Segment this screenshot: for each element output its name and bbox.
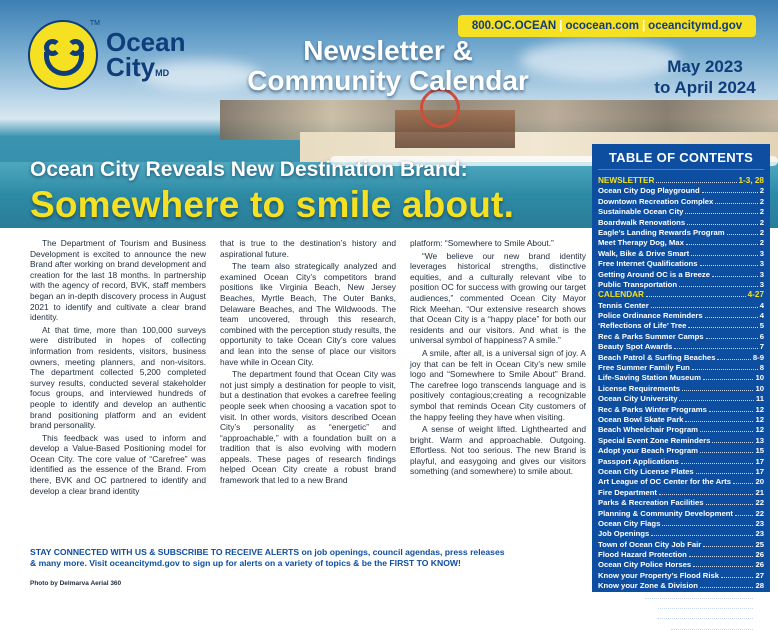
toc-item-page: 10 xyxy=(755,383,764,393)
article-paragraph: The Department of Tourism and Business Development is excited to announce the new Brand after working on brand development and creation for the last 18 months. In partnership with the agency of record, BVK, staff members began an in-depth discovery process in August 2021 to identify and cultivate a clear brand identity. xyxy=(30,238,206,323)
toc-leader-dots xyxy=(733,483,753,484)
toc-item[interactable] xyxy=(598,280,764,290)
article-column-2 xyxy=(220,238,396,544)
toc-leader-dots xyxy=(657,618,753,619)
toc-item[interactable] xyxy=(598,405,764,415)
toc-item-label: Ocean City Police Horses xyxy=(598,560,692,570)
toc-item-label: Fire Department xyxy=(598,487,657,497)
toc-item-label: Ocean City University xyxy=(598,394,678,404)
toc-item-page: 25 xyxy=(755,539,764,549)
article-paragraph: This feedback was used to inform and develop a Value-Based Positioning model for Ocean City. The core value of “Carefree” was identified as the essence of the Brand. From there, BVK and OC partnered to identify and develop a clear brand identity xyxy=(30,432,206,496)
toc-item-label: Police Ordinance Reminders xyxy=(598,311,703,321)
toc-leader-dots xyxy=(682,390,753,391)
toc-leader-dots xyxy=(651,307,758,308)
toc-item-label: Eagle’s Landing Rewards Program xyxy=(598,227,725,237)
toc-leader-dots xyxy=(703,379,754,380)
toc-item-label: Walk, Bike & Drive Smart xyxy=(598,248,690,258)
toc-title: TABLE OF CONTENTS xyxy=(598,150,764,170)
toc-item[interactable] xyxy=(598,259,764,269)
toc-leader-dots xyxy=(700,431,753,432)
photo-credit: Photo by Delmarva Aerial 360 xyxy=(30,580,122,587)
toc-item[interactable] xyxy=(598,592,764,602)
phone-number: 800.OC.OCEAN xyxy=(471,20,557,32)
gov-website-link[interactable]: oceancitymd.gov xyxy=(648,20,743,32)
toc-item[interactable] xyxy=(598,467,764,477)
toc-leader-dots xyxy=(658,608,754,609)
toc-leader-dots xyxy=(706,504,754,505)
toc-leader-dots xyxy=(656,182,736,183)
newsletter-title: Newsletter & Community Calendar xyxy=(247,35,529,96)
toc-item-label: Important Numbers xyxy=(598,622,669,632)
toc-item[interactable] xyxy=(598,238,764,248)
toc-item-page: 12 xyxy=(755,414,764,424)
toc-leader-dots xyxy=(689,556,754,557)
article-paragraph: A sense of weight lifted. Lighthearted and bright. Warm and approachable. Outgoing. Effortless. Not too serious. The new Brand is playful, and easygoing and gives our visitors something (and somewhere) to smile about. xyxy=(410,424,586,477)
toc-item[interactable] xyxy=(598,519,764,529)
toc-item-label: CALENDAR xyxy=(598,290,644,300)
toc-leader-dots xyxy=(700,452,753,453)
toc-item[interactable] xyxy=(598,550,764,560)
website-link[interactable]: ococean.com xyxy=(565,20,639,32)
article-paragraph: that is true to the destination’s history and aspirational future. xyxy=(220,238,396,259)
toc-item-label: From the Editor xyxy=(598,612,656,622)
toc-item-label: Town of Ocean City Job Fair xyxy=(598,539,702,549)
toc-item-page: 12 xyxy=(755,425,764,435)
toc-item[interactable] xyxy=(598,249,764,259)
toc-item-page: 2 xyxy=(759,217,764,227)
toc-item-page: 28 xyxy=(755,602,764,612)
toc-item-label: Ocean City License Plates xyxy=(598,466,694,476)
toc-item[interactable] xyxy=(598,332,764,342)
article-column-1 xyxy=(30,238,206,544)
toc-item-page: 2 xyxy=(759,196,764,206)
toc-section-heading[interactable] xyxy=(598,290,764,300)
toc-item-page: 22 xyxy=(755,498,764,508)
toc-item-page: 28 xyxy=(755,622,764,632)
toc-item-label: Tennis Center xyxy=(598,300,649,310)
toc-item-label: License Requirements xyxy=(598,383,681,393)
table-of-contents xyxy=(592,144,770,632)
toc-item[interactable] xyxy=(598,529,764,539)
contact-bar: 800.OC.OCEAN | ococean.com | oceancitymd.gov xyxy=(458,15,756,37)
toc-item-page: 5 xyxy=(759,321,764,331)
toc-item-page: 1-3, 28 xyxy=(738,176,764,185)
toc-leader-dots xyxy=(691,255,758,256)
date-range: May 2023 to April 2024 xyxy=(654,57,756,97)
toc-item-page: 2 xyxy=(759,186,764,196)
toc-leader-dots xyxy=(700,265,758,266)
toc-item-label: ‘Reflections of Life’ Tree xyxy=(598,321,687,331)
toc-leader-dots xyxy=(715,203,757,204)
toc-item-page: 2 xyxy=(759,238,764,248)
toc-item-page: 4 xyxy=(759,300,764,310)
article-paragraph: The department found that Ocean City was not just simply a destination for people to visit, but a destination that evokes a carefree feeling people seek when choosing a vacation spot to visit. In other words, visitors described Ocean City’s personality as “energetic” and “approachable,” with a foundation built on a tradition that is also evolving with modern appeals. These pages of research findings helped Ocean City create a robust brand framework that led to a new Brand xyxy=(220,369,396,486)
toc-item-label: Art League of OC Center for the Arts xyxy=(598,477,731,487)
toc-leader-dots xyxy=(703,546,753,547)
toc-item[interactable] xyxy=(598,425,764,435)
toc-item-label: Beauty Spot Awards xyxy=(598,342,673,352)
toc-leader-dots xyxy=(696,473,754,474)
toc-item-label: Ocean City Flags xyxy=(598,518,661,528)
toc-leader-dots xyxy=(671,629,754,630)
toc-item-page: 28 xyxy=(755,612,764,622)
toc-item[interactable] xyxy=(598,218,764,228)
toc-item-page: 12 xyxy=(755,404,764,414)
toc-item-page: 23 xyxy=(755,518,764,528)
toc-item[interactable] xyxy=(598,342,764,352)
toc-item-label: Meet Therapy Dog, Max xyxy=(598,238,684,248)
toc-item-page: 4-27 xyxy=(747,290,764,300)
toc-item[interactable] xyxy=(598,186,764,196)
toc-item-page: 20 xyxy=(755,477,764,487)
toc-leader-dots xyxy=(727,234,758,235)
toc-item-page: 3 xyxy=(759,259,764,269)
toc-item[interactable] xyxy=(598,560,764,570)
toc-leader-dots xyxy=(705,317,758,318)
subscribe-banner: STAY CONNECTED WITH US & SUBSCRIBE TO RECEIVE ALERTS on job openings, council agendas, press releases & many more. Visit oceancitymd.gov to sign up for alerts on a variety of topics & be the FIRST TO KNOW! xyxy=(30,547,505,568)
logo-wordmark: Ocean CityMD xyxy=(106,27,186,82)
toc-item-page: 28 xyxy=(755,581,764,591)
toc-leader-dots xyxy=(646,296,746,297)
toc-item-label: Job Openings xyxy=(598,529,650,539)
toc-leader-dots xyxy=(706,338,758,339)
toc-leader-dots xyxy=(700,587,753,588)
toc-item-page: 4 xyxy=(759,311,764,321)
toc-leader-dots xyxy=(709,411,754,412)
toc-leader-dots xyxy=(685,213,757,214)
toc-item-page: 17 xyxy=(755,456,764,466)
toc-item-page: 26 xyxy=(755,560,764,570)
toc-item[interactable] xyxy=(598,446,764,456)
toc-item-page: 13 xyxy=(755,435,764,445)
toc-leader-dots xyxy=(662,525,753,526)
toc-leader-dots xyxy=(687,224,758,225)
article-paragraph: A smile, after all, is a universal sign of joy. A joy that can be felt in Ocean City’s new smile logo and “Somewhere to Smile About” Brand. The carefree logo transcends language and is positively contagious;creating a recognizable symbol that reminds Ocean City customers of the happy feeling they have when visiting. xyxy=(410,347,586,422)
toc-item-label: Ocean City Dog Playground xyxy=(598,186,700,196)
toc-item-page: 3 xyxy=(759,269,764,279)
toc-leader-dots xyxy=(674,348,757,349)
toc-item-label: Know your Property’s Flood Risk xyxy=(598,570,720,580)
toc-item[interactable] xyxy=(598,363,764,373)
toc-item[interactable] xyxy=(598,384,764,394)
toc-item[interactable] xyxy=(598,415,764,425)
toc-item[interactable] xyxy=(598,581,764,591)
toc-item[interactable] xyxy=(598,540,764,550)
toc-item-page: 15 xyxy=(755,446,764,456)
toc-item-page: 22 xyxy=(755,508,764,518)
toc-leader-dots xyxy=(712,276,758,277)
toc-item-label: Life-Saving Station Museum xyxy=(598,373,701,383)
article-column-3 xyxy=(410,238,586,544)
toc-item-label: Passport Applications xyxy=(598,456,679,466)
toc-leader-dots xyxy=(679,400,753,401)
toc-item-label: Public Transportation xyxy=(598,279,678,289)
toc-list xyxy=(598,176,764,633)
toc-item[interactable] xyxy=(598,394,764,404)
toc-item-page: 7 xyxy=(759,342,764,352)
toc-item-page: 2 xyxy=(759,227,764,237)
toc-leader-dots xyxy=(679,286,758,287)
toc-leader-dots xyxy=(688,327,757,328)
toc-leader-dots xyxy=(685,421,753,422)
toc-leader-dots xyxy=(659,494,753,495)
toc-item[interactable] xyxy=(598,571,764,581)
toc-item[interactable] xyxy=(598,228,764,238)
toc-item-label: Beach Patrol & Surfing Beaches xyxy=(598,352,716,362)
toc-leader-dots xyxy=(735,515,753,516)
toc-item-page: 3 xyxy=(759,248,764,258)
toc-item-page: 27 xyxy=(755,570,764,580)
toc-item-label: Rec & Parks Winter Programs xyxy=(598,404,707,414)
toc-item-page: 10 xyxy=(755,373,764,383)
toc-item[interactable] xyxy=(598,498,764,508)
toc-item[interactable] xyxy=(598,623,764,633)
toc-leader-dots xyxy=(721,577,753,578)
toc-item[interactable] xyxy=(598,602,764,612)
toc-item-label: Planning & Community Development xyxy=(598,508,733,518)
toc-item[interactable] xyxy=(598,373,764,383)
toc-item-page: 2 xyxy=(759,207,764,217)
toc-item-label: Rec & Parks Summer Camps xyxy=(598,331,704,341)
toc-item-label: From the Mayor xyxy=(598,602,656,612)
headline-main: Somewhere to smile about. xyxy=(30,184,515,225)
toc-item-page: 6 xyxy=(759,331,764,341)
toc-item-page: 28 xyxy=(755,591,764,601)
toc-item-page: 23 xyxy=(755,529,764,539)
article-paragraph: platform: “Somewhere to Smile About.” xyxy=(410,238,554,248)
toc-leader-dots xyxy=(681,463,754,464)
toc-item[interactable] xyxy=(598,457,764,467)
toc-item-page: 21 xyxy=(755,487,764,497)
toc-item[interactable] xyxy=(598,612,764,622)
toc-item[interactable] xyxy=(598,197,764,207)
toc-item-page: 8 xyxy=(759,363,764,373)
toc-item[interactable] xyxy=(598,207,764,217)
toc-item-label: Special Event Zone Reminders xyxy=(598,435,711,445)
toc-item-label: Beach Wheelchair Program xyxy=(598,425,698,435)
toc-item[interactable] xyxy=(598,321,764,331)
toc-item[interactable] xyxy=(598,477,764,487)
toc-item-label: Getting Around OC is a Breeze xyxy=(598,269,711,279)
toc-leader-dots xyxy=(645,598,754,599)
toc-item-page: 26 xyxy=(755,550,764,560)
headline-kicker: Ocean City Reveals New Destination Brand: xyxy=(30,158,468,181)
toc-item[interactable] xyxy=(598,353,764,363)
article-body xyxy=(30,238,586,544)
toc-item-label: City Council xyxy=(598,591,643,601)
toc-item-page: 17 xyxy=(755,466,764,476)
toc-item-label: Flood Hazard Protection xyxy=(598,550,687,560)
toc-leader-dots xyxy=(693,566,753,567)
toc-item-label: Free Summer Family Fun xyxy=(598,363,690,373)
toc-item-label: Downtown Recreation Complex xyxy=(598,196,714,206)
article-paragraph: “We believe our new brand identity leverages historical strengths, distinctive equities, and a culturally relevant vibe to position OC for success with growing our target audiences,” commented Ocean City Mayor Rick Meehan. “Our extensive research shows that Ocean City is a “happy place” for both our residents and our visitors. And what is the universal symbol of happiness? A smile.” xyxy=(410,250,586,346)
toc-leader-dots xyxy=(712,442,753,443)
toc-leader-dots xyxy=(702,192,758,193)
toc-leader-dots xyxy=(686,244,758,245)
toc-item[interactable] xyxy=(598,301,764,311)
toc-item-label: Know your Zone & Division xyxy=(598,581,698,591)
article-paragraph: The team also strategically analyzed and examined Ocean City’s competitors brand positions like Virginia Beach, New Jersey Beaches, Myrtle Beach, The Outer Banks, Delaware Beaches, and The Wildwoods. The team uncovered, through this research, combined with the perception study results, the opportunity to take Ocean City’s core values and lean into the sense of place our visitors have while in Ocean City. xyxy=(220,261,396,367)
toc-item[interactable] xyxy=(598,270,764,280)
toc-item-page: 8-9 xyxy=(752,352,764,362)
toc-item[interactable] xyxy=(598,488,764,498)
article-paragraph: At that time, more than 100,000 surveys were distributed in hopes of collecting information from residents, visitors, business owners, meeting planners, and non-visitors. The department collected 5,200 completed survey results, conducted several stakeholder focus groups, and interviewed hundreds of people to identify and develop an authentic brand positioning platform and an evident brand personality. xyxy=(30,324,206,431)
smile-logo-icon: TM xyxy=(28,20,98,90)
toc-leader-dots xyxy=(651,535,753,536)
toc-item[interactable] xyxy=(598,311,764,321)
toc-item-label: Parks & Recreation Facilities xyxy=(598,498,704,508)
toc-item[interactable] xyxy=(598,436,764,446)
toc-item-label: NEWSLETTER xyxy=(598,176,655,185)
toc-item-label: Sustainable Ocean City xyxy=(598,207,684,217)
toc-item-page: 11 xyxy=(755,394,764,404)
toc-leader-dots xyxy=(717,359,750,360)
toc-item-label: Adopt your Beach Program xyxy=(598,446,698,456)
ocean-city-logo xyxy=(28,20,186,90)
toc-item-label: Free Internet Qualifications xyxy=(598,259,698,269)
toc-item-label: Ocean Bowl Skate Park xyxy=(598,414,684,424)
toc-item-label: Boardwalk Renovations xyxy=(598,217,686,227)
toc-item-page: 3 xyxy=(759,279,764,289)
toc-leader-dots xyxy=(692,369,758,370)
toc-item[interactable] xyxy=(598,509,764,519)
toc-section-heading[interactable] xyxy=(598,176,764,186)
